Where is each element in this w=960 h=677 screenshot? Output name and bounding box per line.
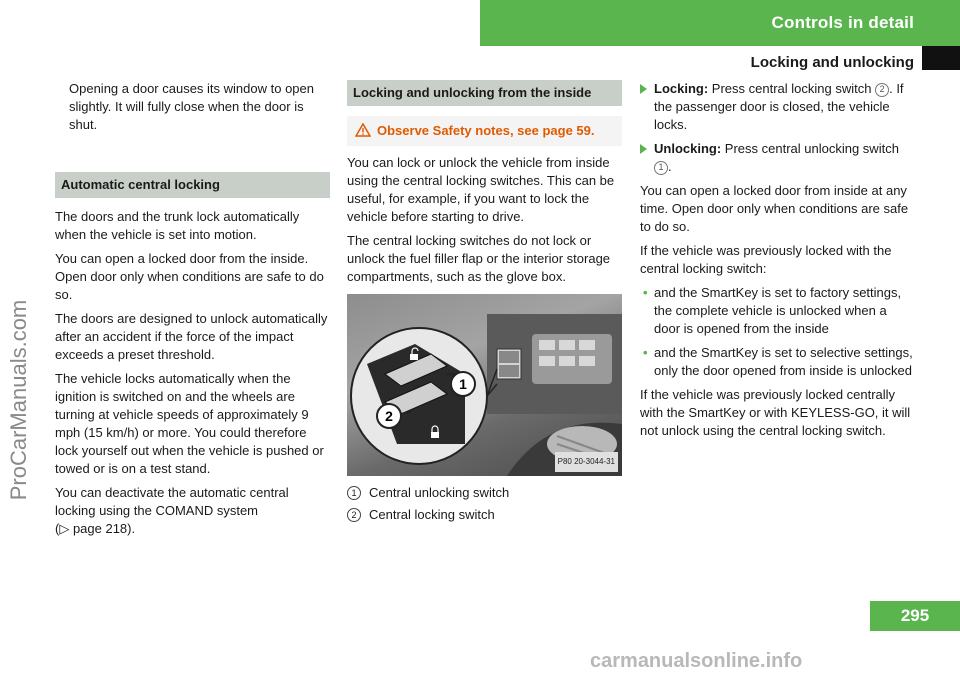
instruction-locking: Locking: Press central locking switch 2 . If the passenger door is closed, the vehicle locks. xyxy=(640,80,916,134)
section-heading-auto-locking: Automatic central locking xyxy=(55,172,330,198)
list-item: • and the SmartKey is set to selective settings, only the door opened from inside is unlocked xyxy=(643,345,913,378)
legend-number: 1 xyxy=(347,486,361,500)
legend-text: Central unlocking switch xyxy=(369,485,510,500)
svg-text:2: 2 xyxy=(385,408,393,424)
switch-number: 1 xyxy=(654,161,668,175)
paragraph: If the vehicle was previously locked with the central locking switch: xyxy=(640,243,892,276)
bullet-icon: • xyxy=(643,285,648,300)
paragraph: You can lock or unlock the vehicle from inside using the central locking switches. This can be useful, for example, if you want to lock the vehicle before starting to drive. xyxy=(347,155,615,224)
paragraph: You can deactivate the automatic central locking using the COMAND system (▷ page 218). xyxy=(55,485,289,536)
side-watermark: ProCarManuals.com xyxy=(6,299,31,501)
subsection-title: Locking and unlocking xyxy=(750,54,914,71)
callout-2 xyxy=(377,404,401,428)
photo-code: P80 20-3044-31 xyxy=(555,452,618,472)
legend-item xyxy=(347,484,622,502)
arrow-icon xyxy=(640,84,647,94)
warning-text: Observe Safety notes, see page 59. xyxy=(377,123,595,138)
paragraph: If the vehicle was previously locked centrally with the SmartKey or with KEYLESS-GO, it will not unlock using the central locking switch. xyxy=(640,387,911,438)
column-2 xyxy=(347,80,622,528)
door-panel-illustration xyxy=(347,294,622,476)
callout-1 xyxy=(451,372,475,396)
black-tab xyxy=(922,46,960,70)
bullet-icon: • xyxy=(643,345,648,360)
switch-number: 2 xyxy=(875,83,889,97)
warning-note xyxy=(347,116,622,146)
paragraph: The vehicle locks automatically when the ignition is switched on and the wheels are turning at vehicle speeds of approximately 9 mph (15 km/h) or more. You could therefore lock yourself out when the vehicle is pushed or towed or is on a test stand. xyxy=(55,371,324,476)
page-number: 295 xyxy=(870,601,960,631)
paragraph: You can open a locked door from inside at any time. Open door only when conditions are safe to do so. xyxy=(640,183,909,234)
section-heading-inside-locking: Locking and unlocking from the inside xyxy=(347,80,622,106)
instruction-unlocking: Unlocking: Press central unlocking switch 1 . xyxy=(640,140,916,176)
list-item: • and the SmartKey is set to factory settings, the complete vehicle is unlocked when a door is opened from the inside xyxy=(643,285,902,336)
legend-text: Central locking switch xyxy=(369,507,495,522)
arrow-icon xyxy=(640,144,647,154)
column-3 xyxy=(640,80,916,446)
door-switch-photo xyxy=(347,294,622,476)
legend-item xyxy=(347,506,622,524)
paragraph: The doors and the trunk lock automatically when the vehicle is set into motion. xyxy=(55,209,300,242)
warning-icon xyxy=(355,123,371,137)
page-reference-link[interactable]: (▷ page 218). xyxy=(55,521,136,536)
paragraph: The doors are designed to unlock automatically after an accident if the force of the impact exceeds a preset threshold. xyxy=(55,311,328,362)
svg-text:1: 1 xyxy=(459,376,467,392)
legend-number: 2 xyxy=(347,508,361,522)
section-title: Controls in detail xyxy=(771,13,914,32)
section-header-bar xyxy=(480,0,960,46)
column-1 xyxy=(55,80,330,544)
intro-text: Opening a door causes its window to open slightly. It will fully close when the door is shut. xyxy=(69,81,314,132)
bottom-watermark: carmanualsonline.info xyxy=(590,650,803,672)
paragraph: You can open a locked door from the inside. Open door only when conditions are safe to do so. xyxy=(55,251,324,302)
paragraph: The central locking switches do not lock or unlock the fuel filler flap or the interior storage compartments, such as the glove box. xyxy=(347,233,611,284)
